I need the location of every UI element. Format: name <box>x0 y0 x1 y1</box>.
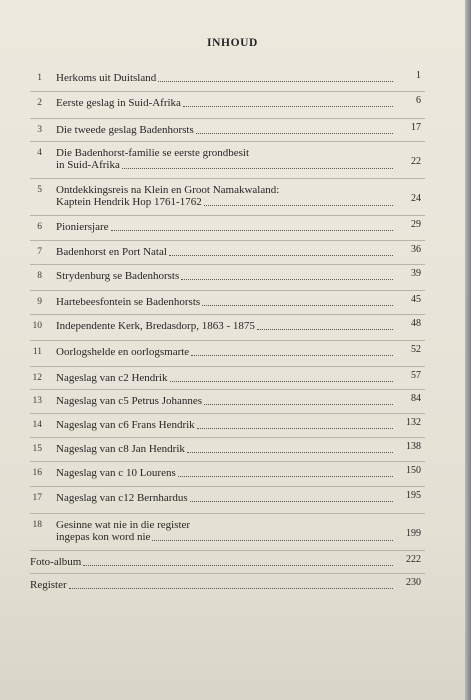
dot-leader <box>178 476 393 477</box>
dot-leader <box>152 540 393 541</box>
chapter-number: 3 <box>37 125 42 135</box>
chapter-title-line: Nageslag van c2 Hendrik <box>56 372 168 384</box>
chapter-title-line: Die tweede geslag Badenhorsts <box>56 124 194 136</box>
dot-leader <box>83 565 393 566</box>
entry-divider <box>30 91 425 92</box>
chapter-title-line: Eerste geslag in Suid-Afrika <box>56 97 181 109</box>
page-number: 22 <box>411 156 421 167</box>
chapter-title-line: Nageslag van c6 Frans Hendrik <box>56 419 195 431</box>
page-number: 1 <box>416 70 421 81</box>
page-number: 52 <box>411 344 421 355</box>
page-number: 199 <box>406 528 421 539</box>
chapter-title-line: Independente Kerk, Bredasdorp, 1863 - 1875 <box>56 320 255 332</box>
page-number: 230 <box>406 577 421 588</box>
entry-divider <box>30 240 425 241</box>
entry-divider <box>30 366 425 367</box>
page-edge <box>465 0 471 700</box>
chapter-number: 12 <box>32 373 42 383</box>
chapter-title-line: Oorlogshelde en oorlogsmarte <box>56 346 190 358</box>
page-number: 6 <box>416 95 421 106</box>
dot-leader <box>187 452 393 453</box>
chapter-title-line: Pioniersjare <box>56 221 109 233</box>
chapter-title-line: Nageslag van c8 Jan Hendrik <box>56 443 185 455</box>
chapter-title-line: Nageslag van c5 Petrus Johannes <box>56 395 203 407</box>
chapter-title-line: Register <box>30 579 67 591</box>
page-number: 17 <box>411 122 421 133</box>
dot-leader <box>204 205 393 206</box>
dot-leader <box>183 106 393 107</box>
entry-divider <box>30 314 425 315</box>
chapter-title-line: Nageslag van c12 Bernhardus <box>56 492 188 504</box>
chapter-number: 16 <box>32 468 42 478</box>
chapter-title-line: Strydenburg se Badenhorsts <box>56 270 180 282</box>
page-number: 150 <box>406 465 421 476</box>
chapter-title-line: Badenhorst en Port Natal <box>56 246 167 258</box>
chapter-title-line: ingepas kon word nie <box>56 531 151 543</box>
page-number: 132 <box>406 417 421 428</box>
chapter-number: 14 <box>32 420 42 430</box>
page-number: 45 <box>411 294 421 305</box>
chapter-number: 9 <box>37 297 42 307</box>
chapter-title-line: Ontdekkingsreis na Klein en Groot Namakwaland: <box>56 184 280 196</box>
chapter-title-line: Foto-album <box>30 556 82 568</box>
page-number: 48 <box>411 318 421 329</box>
chapter-number: 4 <box>37 148 42 158</box>
dot-leader <box>257 329 393 330</box>
entry-divider <box>30 264 425 265</box>
chapter-number: 2 <box>37 98 42 108</box>
chapter-title-line: Die Badenhorst-familie se eerste grondbesit <box>56 147 250 159</box>
chapter-title-line: Gesinne wat nie in die register <box>56 519 191 531</box>
page-number: 57 <box>411 370 421 381</box>
page-number: 24 <box>411 193 421 204</box>
page-number: 138 <box>406 441 421 452</box>
dot-leader <box>158 81 393 82</box>
dot-leader <box>191 355 393 356</box>
dot-leader <box>202 305 393 306</box>
entry-divider <box>30 437 425 438</box>
entry-divider <box>30 573 425 574</box>
page-number: 195 <box>406 490 421 501</box>
dot-leader <box>196 133 393 134</box>
chapter-number: 13 <box>32 396 42 406</box>
page-number: 39 <box>411 268 421 279</box>
dot-leader <box>69 588 393 589</box>
page-number: 36 <box>411 244 421 255</box>
chapter-number: 10 <box>32 321 42 331</box>
chapter-number: 11 <box>32 347 42 357</box>
chapter-number: 17 <box>32 493 42 503</box>
dot-leader <box>170 381 394 382</box>
chapter-title-line: Hartebeesfontein se Badenhorsts <box>56 296 201 308</box>
entry-divider <box>30 550 425 551</box>
chapter-title-line: in Suid-Afrika <box>56 159 120 171</box>
entry-divider <box>30 215 425 216</box>
entry-divider <box>30 118 425 119</box>
dot-leader <box>181 279 393 280</box>
chapter-number: 8 <box>37 271 42 281</box>
chapter-number: 7 <box>37 247 42 257</box>
entry-divider <box>30 178 425 179</box>
page-number: 84 <box>411 393 421 404</box>
entry-divider <box>30 389 425 390</box>
chapter-title-line: Kaptein Hendrik Hop 1761-1762 <box>56 196 202 208</box>
page-title: INHOUD <box>207 37 258 49</box>
dot-leader <box>197 428 393 429</box>
dot-leader <box>111 230 393 231</box>
dot-leader <box>204 404 393 405</box>
entry-divider <box>30 486 425 487</box>
dot-leader <box>122 168 393 169</box>
entry-divider <box>30 513 425 514</box>
entry-divider <box>30 413 425 414</box>
entry-divider <box>30 340 425 341</box>
entry-divider <box>30 141 425 142</box>
chapter-number: 5 <box>37 185 42 195</box>
entry-divider <box>30 290 425 291</box>
chapter-number: 18 <box>32 520 42 530</box>
entry-divider <box>30 461 425 462</box>
chapter-number: 6 <box>37 222 42 232</box>
chapter-number: 1 <box>37 73 42 83</box>
dot-leader <box>169 255 393 256</box>
dot-leader <box>190 501 393 502</box>
chapter-title-line: Herkoms uit Duitsland <box>56 72 157 84</box>
page-number: 29 <box>411 219 421 230</box>
chapter-number: 15 <box>32 444 42 454</box>
page-number: 222 <box>406 554 421 565</box>
chapter-title-line: Nageslag van c 10 Lourens <box>56 467 176 479</box>
